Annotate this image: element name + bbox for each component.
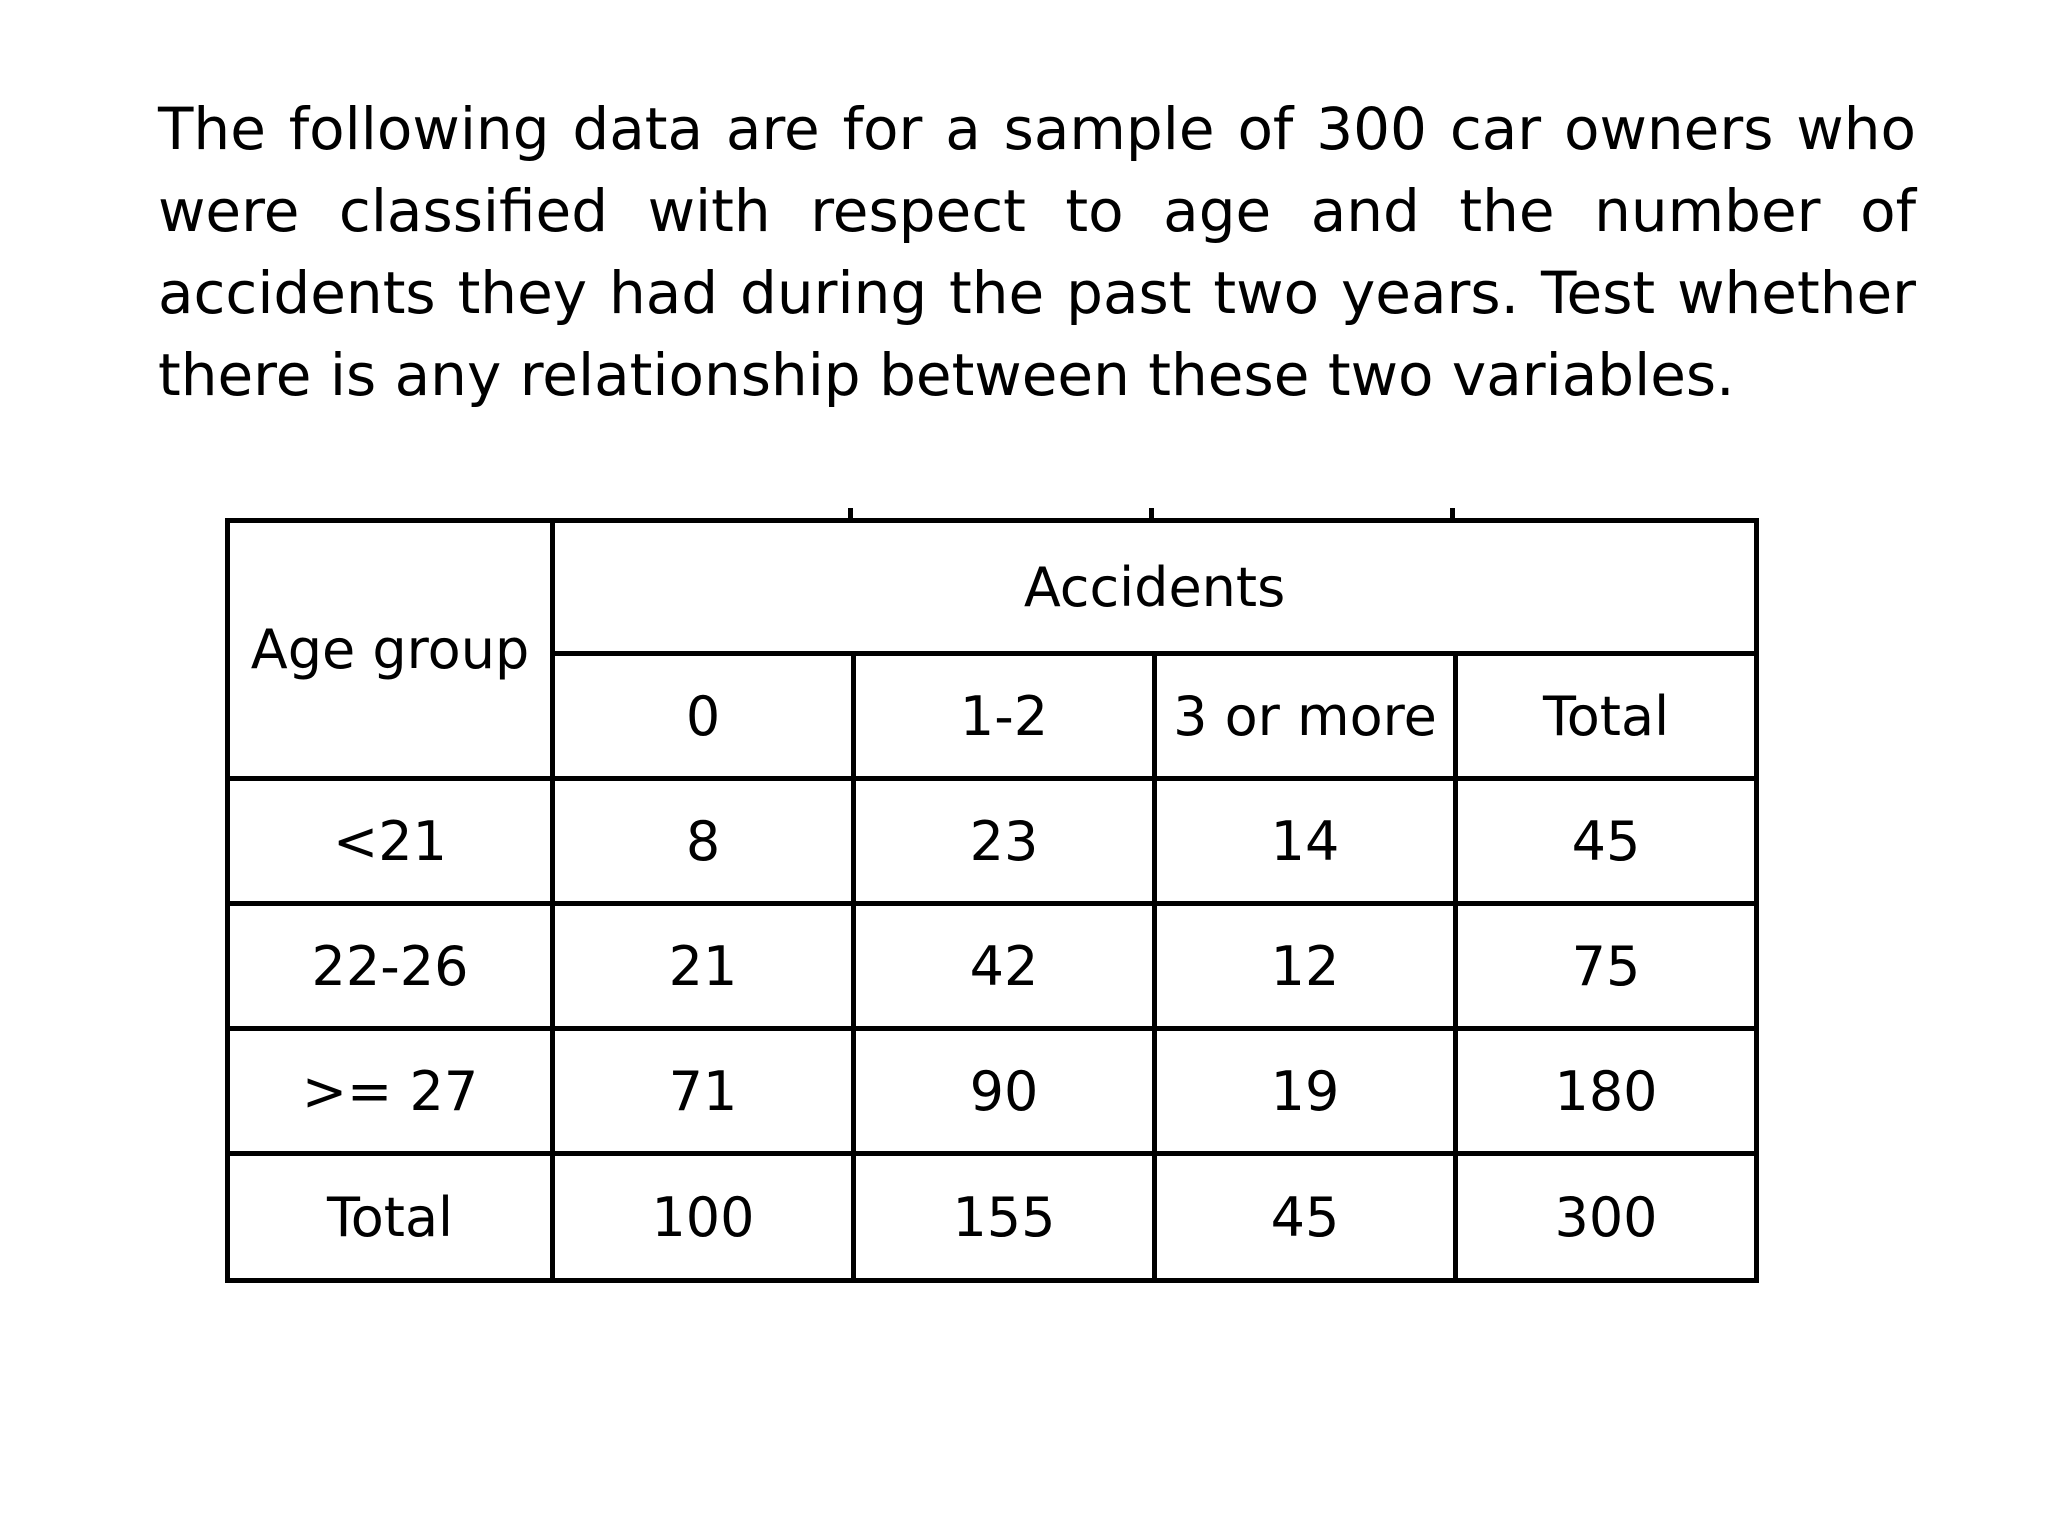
table-cell: 19 (1155, 1029, 1456, 1154)
totals-row (228, 1154, 1757, 1281)
top-tick-3 (1450, 508, 1455, 520)
table-cell: 71 (553, 1029, 854, 1154)
table-cell: 14 (1155, 779, 1456, 904)
column-total-cell: 45 (1155, 1154, 1456, 1281)
row-label-27-and-over: >= 27 (228, 1029, 553, 1154)
table-row (228, 904, 1757, 1029)
table-cell: 21 (553, 904, 854, 1029)
table-top-tick-marks (225, 508, 1755, 522)
top-tick-2 (1149, 508, 1154, 520)
column-header-3-or-more-accidents: 3 or more (1155, 654, 1456, 779)
top-tick-1 (848, 508, 853, 520)
table-cell: 90 (854, 1029, 1155, 1154)
contingency-table-container (225, 518, 1755, 1278)
column-total-cell: 100 (553, 1154, 854, 1281)
row-label-22-26: 22-26 (228, 904, 553, 1029)
column-header-1-2-accidents: 1-2 (854, 654, 1155, 779)
problem-statement: The following data are for a sample of 300 car owners who were classified with respect to age and the number of accidents they had during the past two years. Test whether there is any relationship between these two variables. (158, 95, 1916, 409)
column-total-cell: 155 (854, 1154, 1155, 1281)
row-total-cell: 45 (1456, 779, 1757, 904)
table-row (228, 1029, 1757, 1154)
grand-total-cell: 300 (1456, 1154, 1757, 1281)
accidents-group-header: Accidents (553, 521, 1757, 654)
column-header-total: Total (1456, 654, 1757, 779)
age-group-header: Age group (228, 521, 553, 779)
row-total-cell: 75 (1456, 904, 1757, 1029)
totals-row-label: Total (228, 1154, 553, 1281)
table-row (228, 779, 1757, 904)
table-cell: 8 (553, 779, 854, 904)
row-label-under-21: <21 (228, 779, 553, 904)
table-cell: 12 (1155, 904, 1456, 1029)
header-row-group (228, 521, 1757, 654)
row-total-cell: 180 (1456, 1029, 1757, 1154)
table-cell: 42 (854, 904, 1155, 1029)
column-header-0-accidents: 0 (553, 654, 854, 779)
table-cell: 23 (854, 779, 1155, 904)
contingency-table (225, 518, 1759, 1283)
